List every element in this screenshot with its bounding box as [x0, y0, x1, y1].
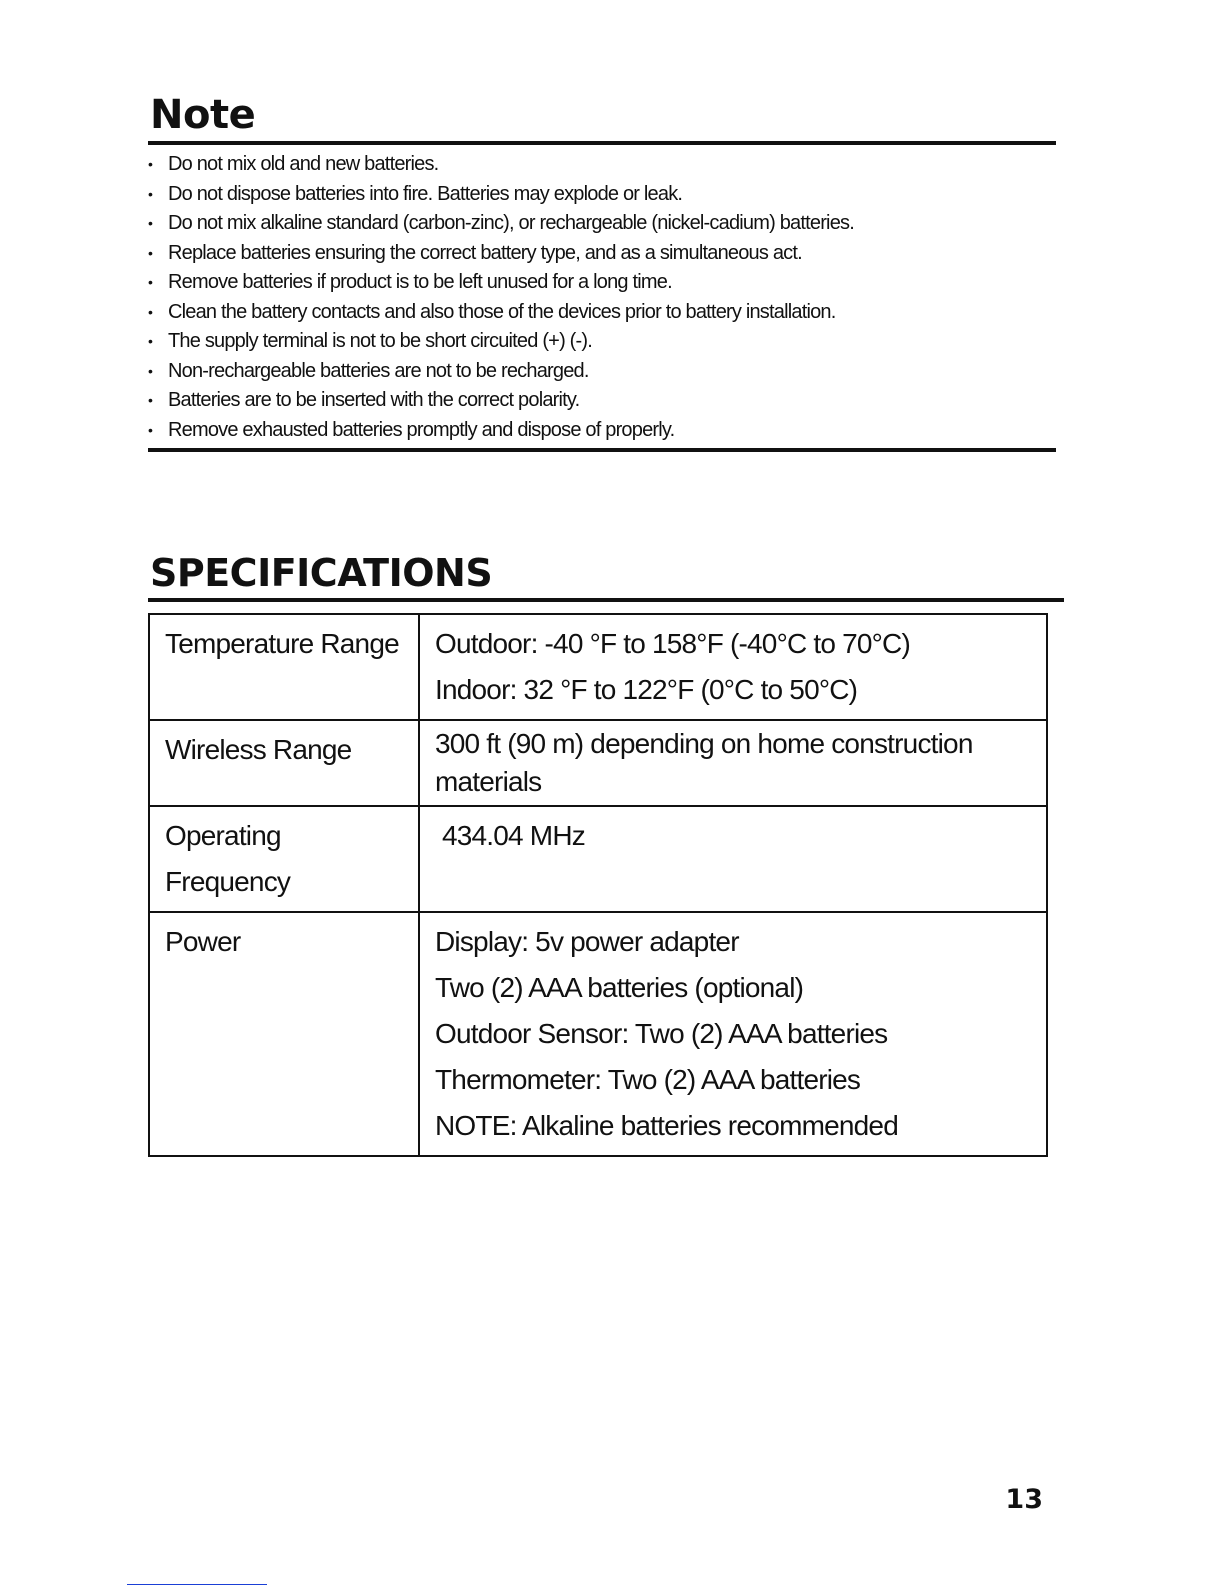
page-number: 13 — [1005, 1484, 1043, 1515]
specifications-heading: SPECIFICATIONS — [150, 551, 493, 595]
note-item: • Batteries are to be inserted with the correct polarity. — [148, 386, 1048, 416]
note-heading: Note — [150, 92, 256, 138]
note-item: • Do not mix old and new batteries. — [148, 150, 1048, 180]
specifications-table — [148, 613, 1048, 1157]
table-row — [149, 806, 1047, 912]
spec-label: Power — [149, 912, 419, 1156]
note-bottom-rule — [148, 448, 1056, 452]
spec-label: Wireless Range — [149, 720, 419, 806]
note-top-rule — [148, 141, 1056, 145]
table-row — [149, 720, 1047, 806]
spec-value: Display: 5v power adapter Two (2) AAA batteries (optional) Outdoor Sensor: Two (2) AAA batteries Thermometer: Two (2) AAA batteries NOTE: Alkaline batteries recommended — [419, 912, 1047, 1156]
spec-label: Temperature Range — [149, 614, 419, 720]
note-item: • Remove batteries if product is to be left unused for a long time. — [148, 268, 1048, 298]
note-item: • Clean the battery contacts and also those of the devices prior to battery installation. — [148, 298, 1048, 328]
note-item: • Remove exhausted batteries promptly and dispose of properly. — [148, 416, 1048, 446]
note-item: • Replace batteries ensuring the correct battery type, and as a simultaneous act. — [148, 239, 1048, 269]
note-item: • Do not mix alkaline standard (carbon-zinc), or rechargeable (nickel-cadium) batteries. — [148, 209, 1048, 239]
note-list — [148, 150, 1048, 445]
spec-value: Outdoor: -40 °F to 158°F (-40°C to 70°C) Indoor: 32 °F to 122°F (0°C to 50°C) — [419, 614, 1047, 720]
specifications-rule — [148, 598, 1064, 602]
spec-value: 434.04 MHz — [419, 806, 1047, 912]
note-item: • The supply terminal is not to be short circuited (+) (-). — [148, 327, 1048, 357]
note-item: • Non-rechargeable batteries are not to be recharged. — [148, 357, 1048, 387]
note-item: • Do not dispose batteries into fire. Batteries may explode or leak. — [148, 180, 1048, 210]
spec-label: Operating Frequency — [149, 806, 419, 912]
table-row — [149, 912, 1047, 1156]
table-row — [149, 614, 1047, 720]
spec-value: 300 ft (90 m) depending on home construction materials — [419, 720, 1047, 806]
